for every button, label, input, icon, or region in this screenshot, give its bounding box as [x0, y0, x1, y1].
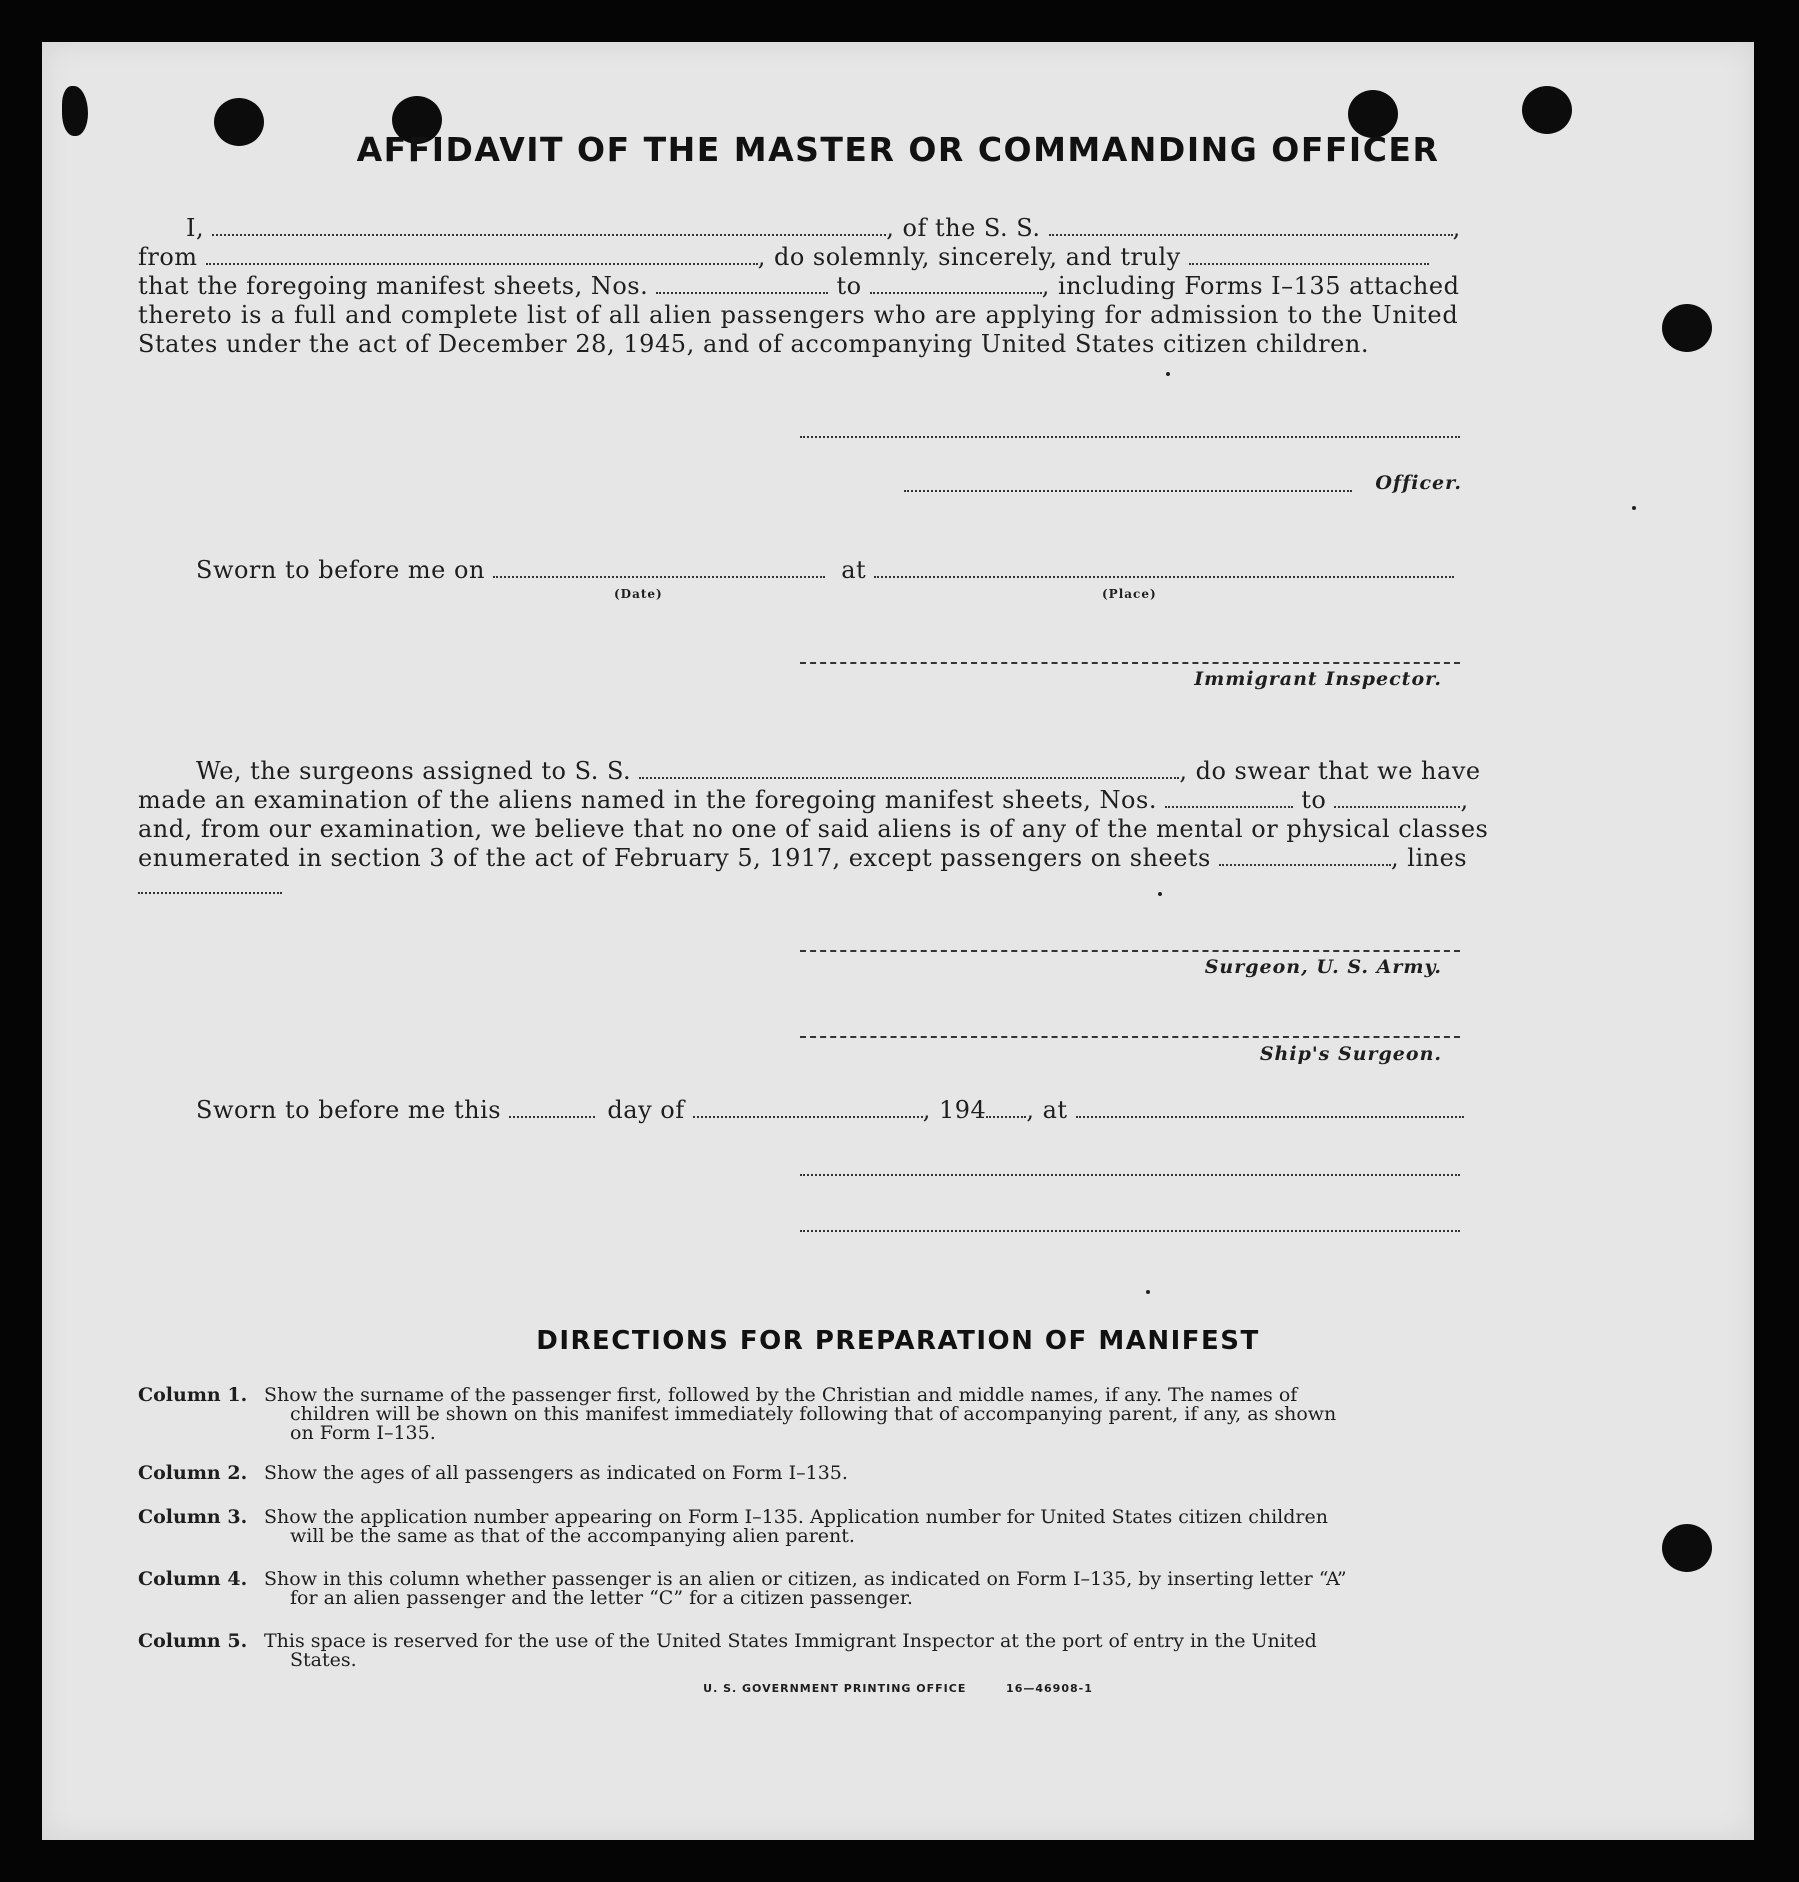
direction-text [264, 1464, 1464, 1483]
direction-label: Column 3. [138, 1506, 248, 1528]
surgeons-text: enumerated in section 3 of the act of February 5, 1917, except passengers on sheets [138, 844, 1211, 872]
form-code: 16—46908-1 [1006, 1682, 1093, 1695]
affidavit-text: from [138, 243, 198, 271]
surgeons-line-4 [138, 844, 1467, 872]
army-surgeon-signature-line[interactable] [800, 950, 1460, 952]
direction-text [264, 1632, 1464, 1670]
except-sheets-field[interactable] [1219, 844, 1391, 866]
officer-caption: Officer. [1375, 472, 1462, 494]
surgeons-line-1 [196, 757, 1481, 785]
place-caption: (Place) [1102, 587, 1157, 601]
sworn-day-field[interactable] [509, 1096, 595, 1118]
sworn-text: day of [607, 1096, 685, 1124]
sworn-text: , at [1026, 1096, 1068, 1124]
direction-continuation-line: on Form I–135. [290, 1422, 436, 1444]
surgeons-text: We, the surgeons assigned to S. S. [196, 757, 632, 785]
sworn-date-field[interactable] [493, 556, 825, 578]
speck [1146, 1290, 1150, 1294]
affidavit-line-3 [138, 272, 1459, 300]
speck [1632, 506, 1636, 510]
sheet-from-field[interactable] [656, 272, 828, 294]
affidavit-text: , including Forms I–135 attached [1041, 272, 1460, 300]
officer-signature-line-2[interactable] [800, 1174, 1460, 1176]
affidavit-text: I, [186, 214, 205, 242]
speck [1166, 372, 1170, 376]
from-port-field[interactable] [206, 243, 758, 265]
sworn-place-field-2[interactable] [1076, 1096, 1464, 1118]
direction-item [138, 1632, 1464, 1670]
surgeons-text: , do swear that we have [1179, 757, 1481, 785]
direction-item [138, 1570, 1464, 1608]
direction-first-line: Show in this column whether passenger is an alien or citizen, as indicated on Form I–135, by inserting letter “A” [264, 1568, 1347, 1590]
ships-surgeon-caption: Ship's Surgeon. [1259, 1043, 1442, 1065]
punch-hole [1522, 86, 1572, 134]
form-page [42, 42, 1754, 1840]
direction-label: Column 1. [138, 1384, 248, 1406]
sworn-text: Sworn to before me on [196, 556, 485, 584]
affidavit-text: , do solemnly, sincerely, and truly [757, 243, 1181, 271]
direction-first-line: Show the application number appearing on Form I–135. Application number for United States citizen children [264, 1506, 1328, 1528]
declare-field[interactable] [1189, 243, 1429, 265]
ship-name-field[interactable] [1049, 214, 1453, 236]
affidavit-text: to [836, 272, 862, 300]
direction-text [264, 1508, 1464, 1546]
surgeons-text: , [1460, 786, 1469, 814]
torn-corner [62, 86, 88, 136]
surgeons-text: made an examination of the aliens named in the foregoing manifest sheets, Nos. [138, 786, 1157, 814]
direction-continuation-line: children will be shown on this manifest immediately following that of accompanying parent, if any, as shown [290, 1403, 1337, 1425]
direction-continuation-line: States. [290, 1649, 357, 1671]
direction-continuation-line: will be the same as that of the accompanying alien parent. [290, 1525, 855, 1547]
affidavit-line-5: States under the act of December 28, 1945, and of accompanying United States citizen children. [138, 330, 1370, 358]
direction-first-line: This space is reserved for the use of the United States Immigrant Inspector at the port of entry in the United [264, 1630, 1317, 1652]
direction-label: Column 2. [138, 1462, 248, 1484]
punch-hole [1662, 1524, 1712, 1572]
direction-item [138, 1386, 1464, 1443]
sworn-text: , 194 [922, 1096, 987, 1124]
affidavit-text: , of the S. S. [886, 214, 1041, 242]
direction-continuation-line: for an alien passenger and the letter “C” for a citizen passenger. [290, 1587, 913, 1609]
sworn-text: Sworn to before me this [196, 1096, 502, 1124]
officer-signature-line[interactable] [800, 436, 1460, 438]
sworn-line-1 [196, 556, 1454, 584]
affidavit-line-2 [138, 243, 1429, 271]
direction-text [264, 1386, 1464, 1443]
direction-label: Column 5. [138, 1630, 248, 1652]
master-name-field[interactable] [212, 214, 886, 236]
surgeons-text: to [1301, 786, 1327, 814]
direction-item [138, 1508, 1464, 1546]
surgeon-sheet-from-field[interactable] [1165, 786, 1293, 808]
page-title: AFFIDAVIT OF THE MASTER OR COMMANDING OFFICER [356, 130, 1440, 169]
speck [1158, 892, 1162, 896]
affidavit-line-4: thereto is a full and complete list of all alien passengers who are applying for admission to the United [138, 301, 1459, 329]
surgeons-text: , lines [1391, 844, 1468, 872]
surgeon-ship-field[interactable] [639, 757, 1179, 779]
date-caption: (Date) [614, 587, 663, 601]
affidavit-line-1 [186, 214, 1461, 242]
printing-office: U. S. GOVERNMENT PRINTING OFFICE [703, 1682, 967, 1695]
sheet-to-field[interactable] [870, 272, 1042, 294]
surgeons-line-3: and, from our examination, we believe that no one of said aliens is of any of the mental or physical classes [138, 815, 1489, 843]
direction-item [138, 1464, 1464, 1483]
direction-first-line: Show the surname of the passenger first, followed by the Christian and middle names, if any. The names of [264, 1384, 1298, 1406]
officer-title-line[interactable] [904, 490, 1352, 492]
sworn-line-2 [196, 1096, 1464, 1124]
affidavit-text: that the foregoing manifest sheets, Nos. [138, 272, 649, 300]
army-surgeon-caption: Surgeon, U. S. Army. [1204, 956, 1442, 978]
sworn-text: at [841, 556, 867, 584]
punch-hole [1662, 304, 1712, 352]
sworn-month-field[interactable] [693, 1096, 923, 1118]
sworn-place-field[interactable] [874, 556, 1454, 578]
direction-first-line: Show the ages of all passengers as indicated on Form I–135. [264, 1462, 848, 1484]
direction-label: Column 4. [138, 1568, 248, 1590]
direction-text [264, 1570, 1464, 1608]
except-lines-field[interactable] [138, 892, 282, 894]
sworn-year-field[interactable] [986, 1096, 1026, 1118]
officer-title-line-2[interactable] [800, 1230, 1460, 1232]
inspector-caption: Immigrant Inspector. [1194, 668, 1442, 690]
surgeon-sheet-to-field[interactable] [1334, 786, 1460, 808]
directions-title: DIRECTIONS FOR PREPARATION OF MANIFEST [536, 1326, 1260, 1356]
surgeons-line-2 [138, 786, 1469, 814]
ships-surgeon-signature-line[interactable] [800, 1036, 1460, 1038]
affidavit-text: , [1452, 214, 1461, 242]
printing-footer [42, 1682, 1754, 1695]
inspector-signature-line[interactable] [800, 662, 1460, 664]
